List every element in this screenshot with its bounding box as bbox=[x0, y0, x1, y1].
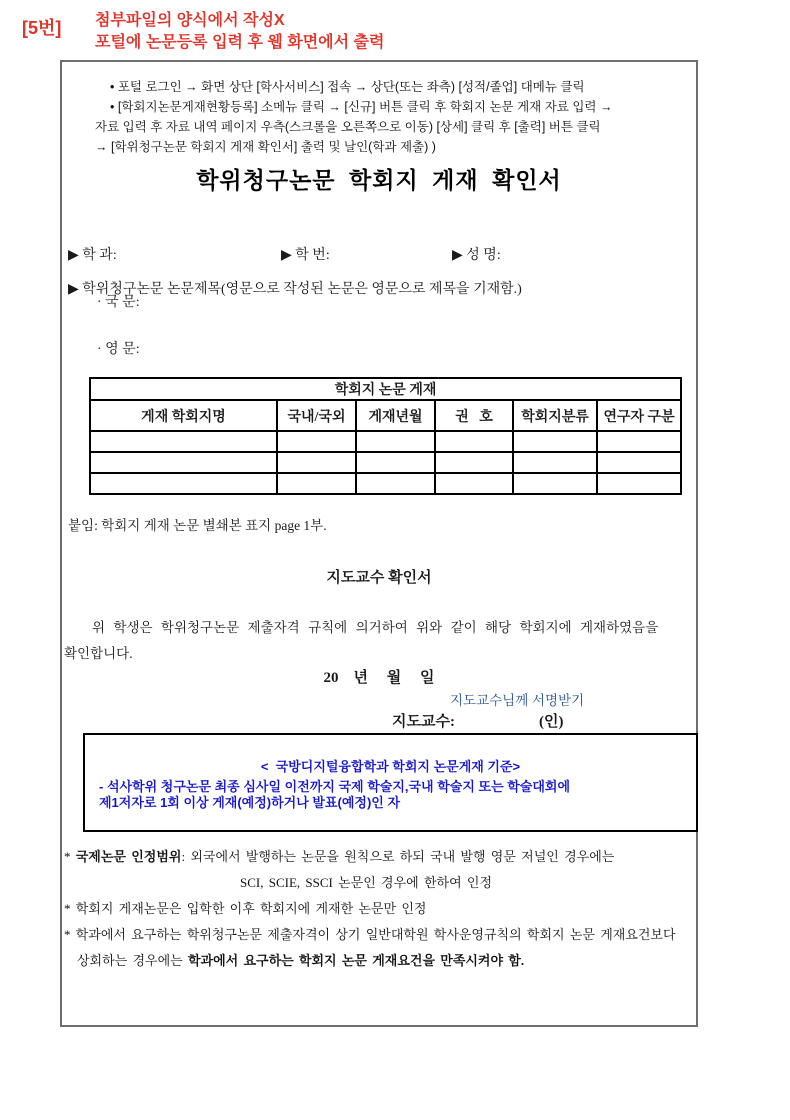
table-cell bbox=[356, 431, 435, 452]
table-row bbox=[90, 431, 681, 452]
criteria-line-1: - 석사학위 청구논문 최종 심사일 이전까지 국제 학술지,국내 학술지 또는 학술대회에 bbox=[99, 779, 571, 794]
confirmation-line-2: 확인합니다. bbox=[64, 646, 133, 661]
table-row bbox=[90, 452, 681, 473]
table-cell bbox=[513, 452, 597, 473]
attachment-note: 붙임: 학회지 게재 논문 별쇄본 표지 page 1부. bbox=[68, 518, 327, 533]
signature-reminder-note: 지도교수님께 서명받기 bbox=[450, 693, 585, 708]
table-cell bbox=[277, 431, 356, 452]
footnote-1-rest: : 외국에서 발행하는 논문을 원칙으로 하되 국내 발행 영문 저널인 경우에는 bbox=[181, 849, 615, 864]
col-journal-name: 게재 학회지명 bbox=[90, 400, 277, 431]
col-journal-category: 학회지분류 bbox=[513, 400, 597, 431]
name-field-label: ▶ 성 명: bbox=[452, 248, 501, 263]
table-cell bbox=[597, 473, 681, 494]
instruction-line-3: 자료 입력 후 자료 내역 페이지 우측(스크롤을 오른쪽으로 이동) [상세] 클릭 후 [출력] 버튼 클릭 bbox=[95, 120, 601, 134]
criteria-line-2: 제1저자로 1회 이상 게재(예정)하거나 발표(예정)인 자 bbox=[99, 795, 400, 810]
page-title: 학위청구논문 학회지 게재 확인서 bbox=[196, 168, 562, 193]
footnote-3: * 학과에서 요구하는 학위청구논문 제출자격이 상기 일반대학원 학사운영규칙의 학회지 논문 게재요건보다 bbox=[64, 927, 676, 942]
annotation-line-2: 포털에 논문등록 입력 후 웹 화면에서 출력 bbox=[95, 34, 385, 51]
confirmation-paragraph bbox=[64, 615, 700, 667]
table-cell bbox=[90, 431, 277, 452]
instruction-line-2: • [학회지논문게재현황등록] 소메뉴 클릭 → [신규] 버튼 클릭 후 학회지 논문 게재 자료 입력 → bbox=[110, 100, 613, 114]
table-cell bbox=[90, 452, 277, 473]
footnote-3-normal: 상회하는 경우에는 bbox=[77, 953, 188, 968]
instruction-line-1: • 포털 로그인 → 화면 상단 [학사서비스] 접속 → 상단(또는 좌측) [성적/졸업] 대메뉴 클릭 bbox=[110, 80, 585, 94]
footnotes bbox=[64, 844, 698, 974]
table-row bbox=[90, 473, 681, 494]
table-cell bbox=[277, 473, 356, 494]
advisor-label: 지도교수: bbox=[392, 714, 455, 730]
table-cell bbox=[277, 452, 356, 473]
table-cell bbox=[597, 431, 681, 452]
footnote-2: * 학회지 게재논문은 입학한 이후 학회지에 게재한 논문만 인정 bbox=[64, 901, 427, 916]
criteria-heading: < 국방디지털융합학과 학회지 논문게재 기준> bbox=[260, 759, 521, 774]
advisor-confirmation-heading: 지도교수 확인서 bbox=[326, 570, 432, 586]
table-cell bbox=[513, 473, 597, 494]
instruction-line-4: → [학위청구논문 학회지 게재 확인서] 출력 및 날인(학과 제출) ) bbox=[95, 140, 436, 154]
table-cell bbox=[435, 431, 513, 452]
footnote-1 bbox=[64, 844, 698, 870]
annotation-note bbox=[95, 10, 384, 54]
col-domestic-foreign: 국내/국외 bbox=[277, 400, 356, 431]
seal-label: (인) bbox=[539, 714, 564, 730]
annotation-line-1: 첨부파일의 양식에서 작성X bbox=[95, 12, 285, 29]
table-title-row bbox=[90, 378, 681, 400]
journal-publication-table bbox=[89, 377, 682, 495]
table-header-row bbox=[90, 400, 681, 431]
instruction-block bbox=[95, 77, 612, 157]
thesis-title-section-label: ▶ 학위청구논문 논문제목(영문으로 작성된 논문은 영문으로 제목을 기재함.) bbox=[68, 282, 522, 297]
date-line: 20 년 월 일 bbox=[323, 670, 435, 686]
footnote-1-continued: SCI, SCIE, SSCI 논문인 경우에 한하여 인정 bbox=[240, 875, 492, 890]
table-cell bbox=[513, 431, 597, 452]
col-researcher-type: 연구자 구분 bbox=[597, 400, 681, 431]
table-cell bbox=[435, 452, 513, 473]
student-id-field-label: ▶ 학 번: bbox=[281, 248, 330, 263]
table-cell bbox=[356, 473, 435, 494]
footnote-3-bold: 학과에서 요구하는 학회지 논문 게재요건을 만족시켜야 함. bbox=[187, 953, 525, 968]
confirmation-line-1: 위 학생은 학위청구논문 제출자격 규칙에 의거하여 위와 같이 해당 학회지에 게재하였음을 bbox=[92, 620, 659, 635]
criteria-box bbox=[83, 733, 698, 832]
document-page-frame bbox=[60, 60, 698, 1027]
table-cell bbox=[90, 473, 277, 494]
table-cell bbox=[356, 452, 435, 473]
footnote-3-continued bbox=[77, 948, 698, 974]
korean-title-field-label: · 국 문: bbox=[97, 295, 140, 310]
col-publication-date: 게재년월 bbox=[356, 400, 435, 431]
table-title: 학회지 논문 게재 bbox=[90, 378, 681, 400]
english-title-field-label: · 영 문: bbox=[97, 342, 140, 357]
table-cell bbox=[435, 473, 513, 494]
col-volume-issue: 권 호 bbox=[435, 400, 513, 431]
table-cell bbox=[597, 452, 681, 473]
department-field-label: ▶ 학 과: bbox=[68, 248, 117, 263]
footnote-1-bold: 국제논문 인정범위 bbox=[75, 849, 182, 864]
annotation-number: [5번] bbox=[22, 18, 62, 38]
footnote-marker: * bbox=[64, 849, 76, 864]
